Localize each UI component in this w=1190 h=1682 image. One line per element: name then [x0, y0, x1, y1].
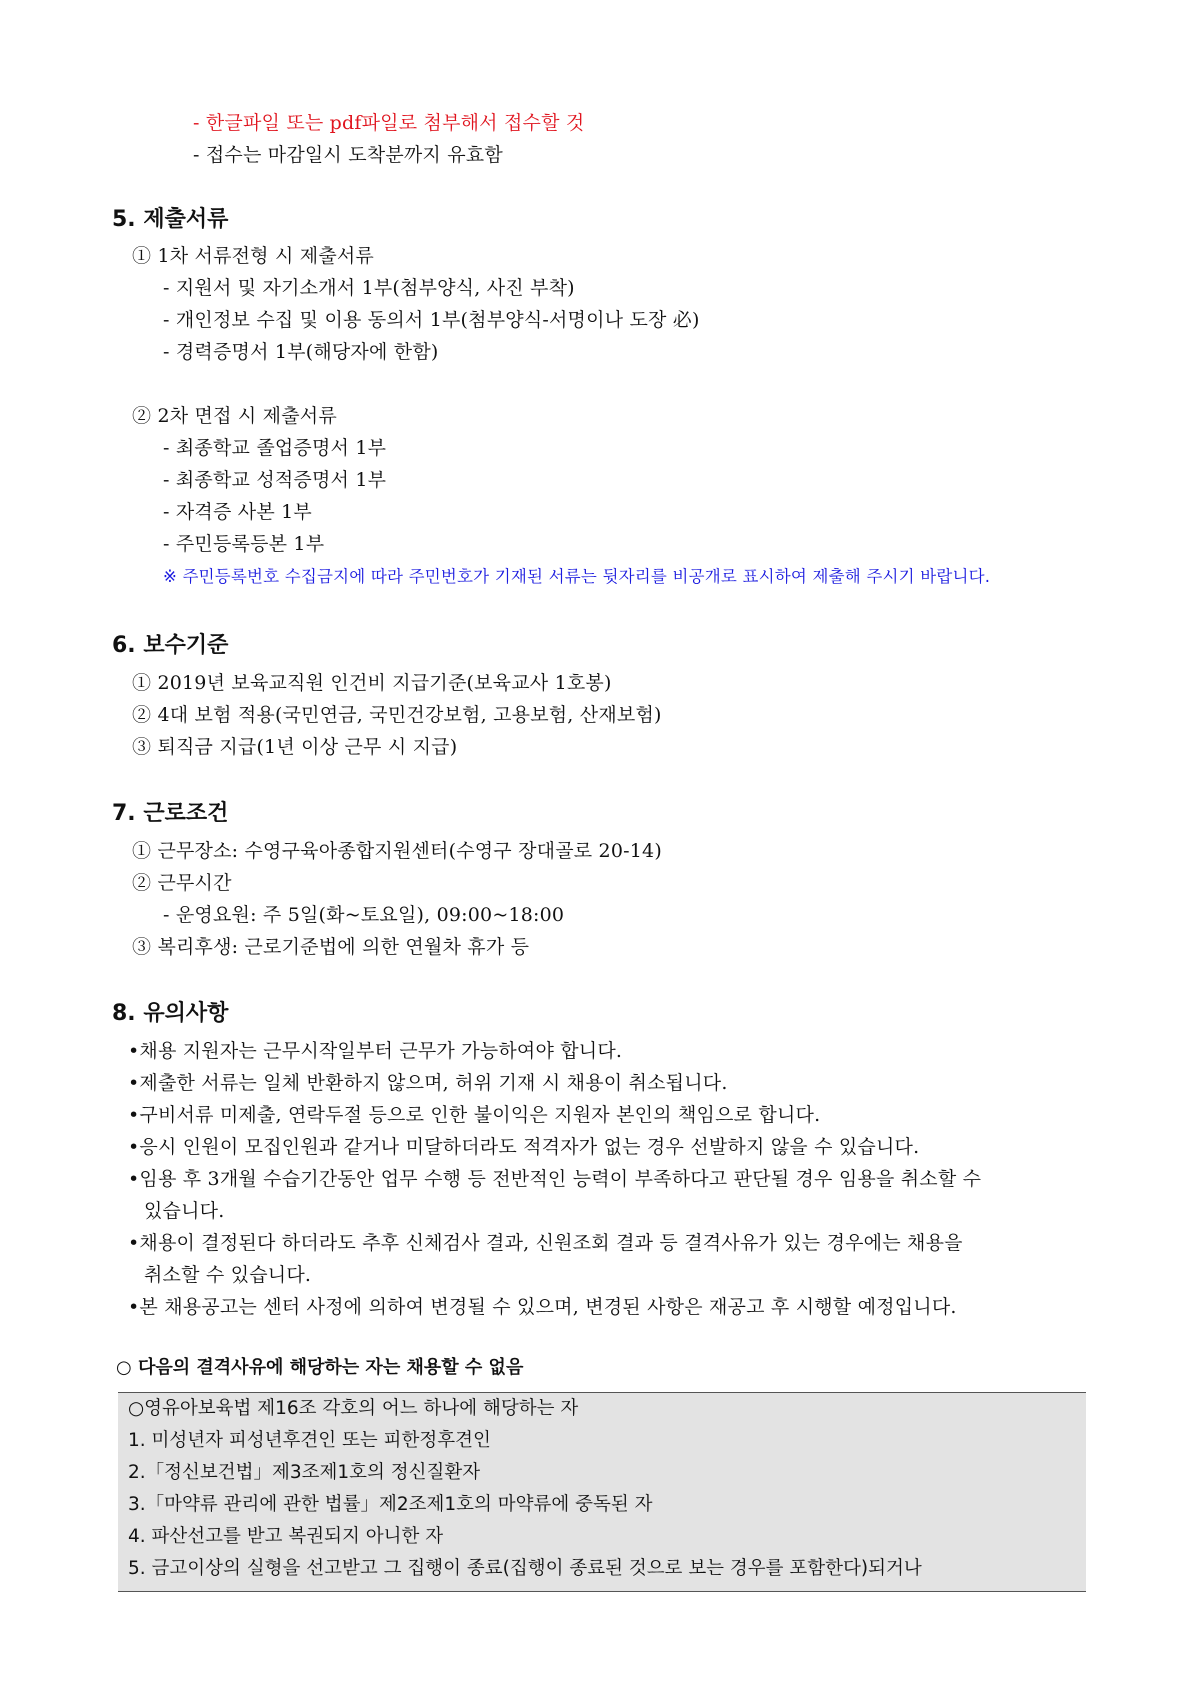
disqualification-box — [118, 1392, 1086, 1592]
welfare: ③ 복리후생: 근로기준법에 의한 연월차 휴가 등 — [132, 936, 530, 958]
list-item: 3.「마약류 관리에 관한 법률」제2조제1호의 마약류에 중독된 자 — [128, 1494, 653, 1515]
disqualification-heading: ○ 다음의 결격사유에 해당하는 자는 채용할 수 없음 — [116, 1357, 524, 1378]
list-item: •임용 후 3개월 수습기간동안 업무 수행 등 전반적인 능력이 부족하다고 판단될 경우 임용을 취소할 수 — [128, 1168, 982, 1190]
list-item: 2.「정신보건법」제3조제1호의 정신질환자 — [128, 1462, 481, 1483]
list-item: - 개인정보 수집 및 이용 동의서 1부(첨부양식-서명이나 도장 必) — [163, 309, 700, 331]
section-7-heading: 7. 근로조건 — [112, 801, 229, 826]
list-item: ① 2019년 보육교직원 인건비 지급기준(보육교사 1호봉) — [132, 672, 612, 694]
section-8-heading: 8. 유의사항 — [112, 1001, 229, 1026]
list-item: •제출한 서류는 일체 반환하지 않으며, 허위 기재 시 채용이 취소됩니다. — [128, 1072, 728, 1094]
list-item: 5. 금고이상의 실형을 선고받고 그 집행이 종료(집행이 종료된 것으로 보는 경우를 포함한다)되거나 — [128, 1558, 922, 1579]
list-item: ② 4대 보험 적용(국민연금, 국민건강보험, 고용보험, 산재보험) — [132, 704, 662, 726]
list-item: •본 채용공고는 센터 사정에 의하여 변경될 수 있으며, 변경된 사항은 재공고 후 시행할 예정입니다. — [128, 1296, 957, 1318]
pdf-submission-note: - 한글파일 또는 pdf파일로 첨부해서 접수할 것 — [193, 112, 585, 134]
list-item-continuation: 취소할 수 있습니다. — [144, 1264, 312, 1286]
list-item: •구비서류 미제출, 연락두절 등으로 인한 불이익은 지원자 본인의 책임으로 합니다. — [128, 1104, 821, 1126]
list-item: 1. 미성년자 피성년후견인 또는 피한정후견인 — [128, 1430, 491, 1451]
work-hours-detail: - 운영요원: 주 5일(화~토요일), 09:00~18:00 — [163, 904, 565, 926]
list-item: - 자격증 사본 1부 — [163, 501, 312, 523]
section-5-group-2-title: ② 2차 면접 시 제출서류 — [132, 405, 337, 427]
list-item: - 최종학교 졸업증명서 1부 — [163, 437, 387, 459]
list-item: - 주민등록등본 1부 — [163, 533, 325, 555]
list-item-continuation: 있습니다. — [144, 1200, 225, 1222]
work-place: ① 근무장소: 수영구육아종합지원센터(수영구 장대골로 20-14) — [132, 840, 662, 862]
list-item: - 최종학교 성적증명서 1부 — [163, 469, 387, 491]
list-item: •응시 인원이 모집인원과 같거나 미달하더라도 적격자가 없는 경우 선발하지 않을 수 있습니다. — [128, 1136, 920, 1158]
list-item: •채용 지원자는 근무시작일부터 근무가 가능하여야 합니다. — [128, 1040, 623, 1062]
section-5-group-1-title: ① 1차 서류전형 시 제출서류 — [132, 245, 374, 267]
list-item: ③ 퇴직금 지급(1년 이상 근무 시 지급) — [132, 736, 458, 758]
box-title: ○영유아보육법 제16조 각호의 어느 하나에 해당하는 자 — [128, 1398, 579, 1419]
list-item: •채용이 결정된다 하더라도 추후 신체검사 결과, 신원조회 결과 등 결격사유가 있는 경우에는 채용을 — [128, 1232, 963, 1254]
list-item: 4. 파산선고를 받고 복권되지 아니한 자 — [128, 1526, 444, 1547]
resident-number-note: ※ 주민등록번호 수집금지에 따라 주민번호가 기재된 서류는 뒷자리를 비공개로 표시하여 제출해 주시기 바랍니다. — [163, 567, 991, 586]
section-5-heading: 5. 제출서류 — [112, 207, 229, 232]
list-item: - 경력증명서 1부(해당자에 한함) — [163, 341, 439, 363]
section-6-heading: 6. 보수기준 — [112, 633, 229, 658]
list-item: - 지원서 및 자기소개서 1부(첨부양식, 사진 부착) — [163, 277, 575, 299]
work-hours-title: ② 근무시간 — [132, 872, 232, 894]
deadline-note: - 접수는 마감일시 도착분까지 유효함 — [193, 144, 503, 166]
